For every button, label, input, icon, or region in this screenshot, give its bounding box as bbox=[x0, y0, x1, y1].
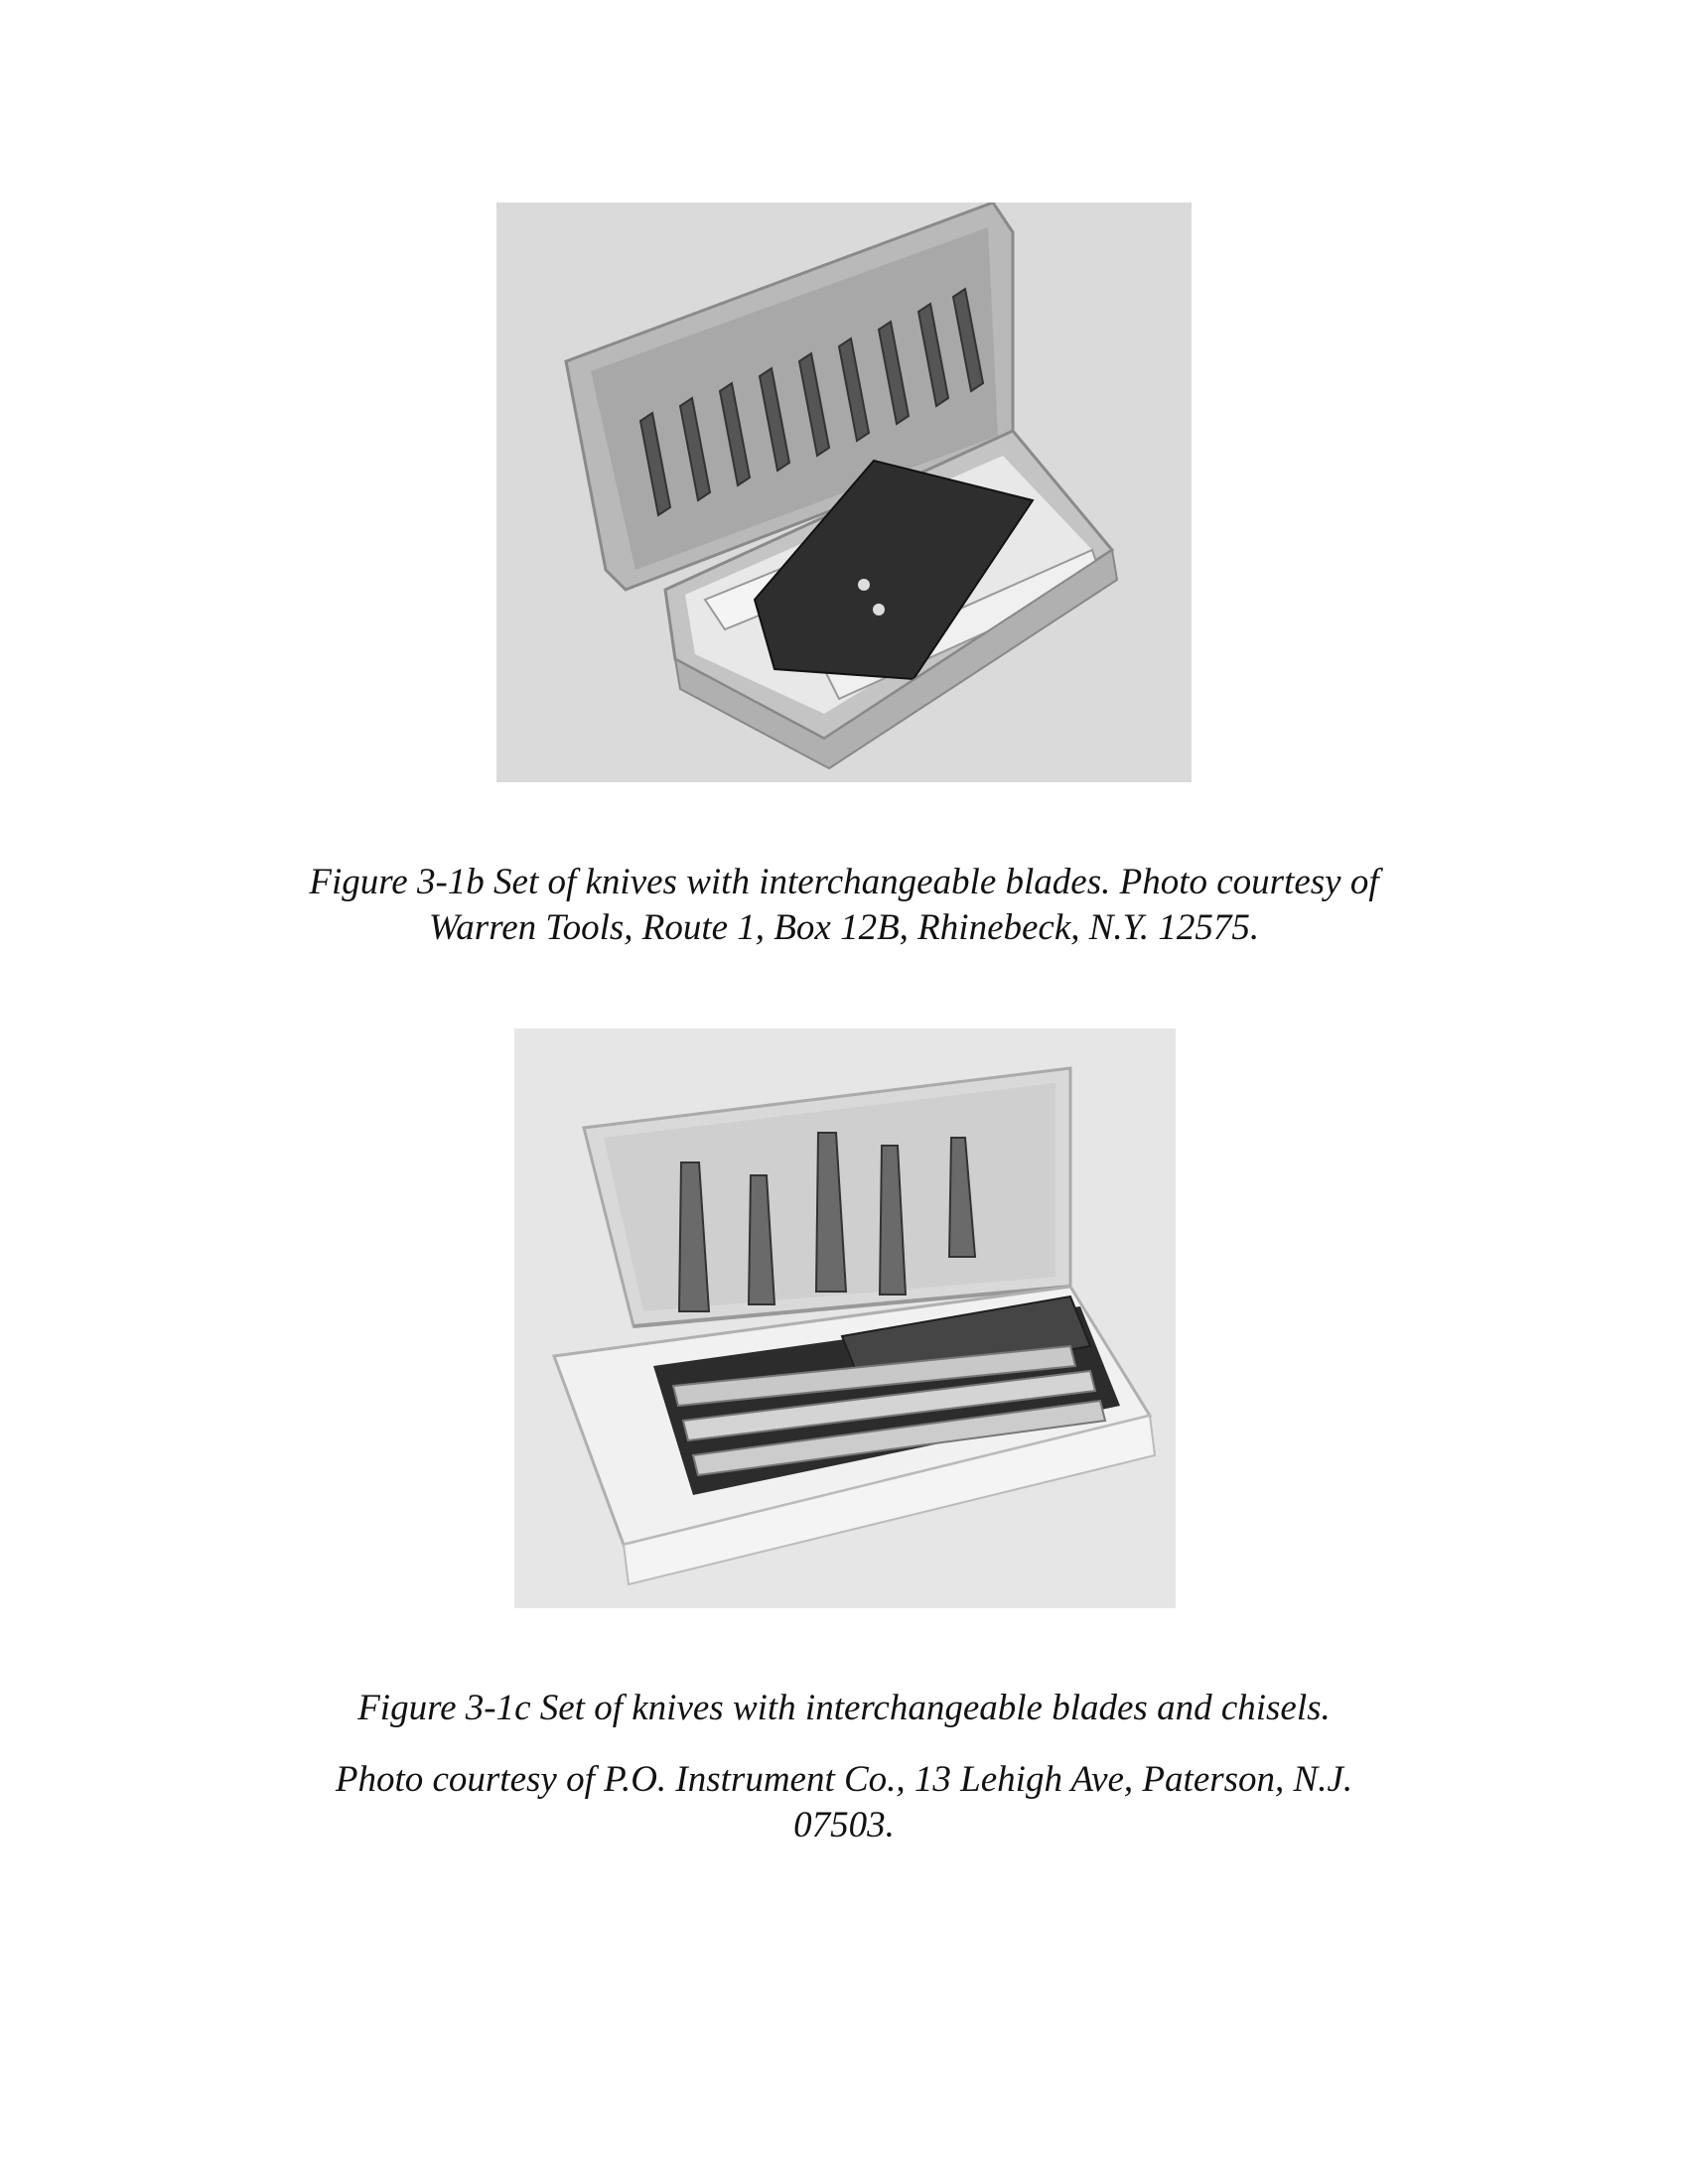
figure-3-1b-photo bbox=[496, 203, 1192, 782]
figure-3-1c-photo bbox=[514, 1028, 1176, 1608]
caption-line: Photo courtesy of P.O. Instrument Co., 13 Lehigh Ave, Paterson, N.J. bbox=[335, 1759, 1353, 1800]
knife-set-box-illustration bbox=[496, 203, 1192, 782]
caption-line: Figure 3-1b Set of knives with interchangeable blades. Photo courtesy of bbox=[309, 862, 1379, 902]
caption-line: 07503. bbox=[793, 1805, 895, 1845]
caption-line: Warren Tools, Route 1, Box 12B, Rhinebeck, N.Y. 12575. bbox=[428, 907, 1260, 948]
knife-chisel-set-box-illustration bbox=[514, 1028, 1176, 1608]
figure-3-1b-caption bbox=[149, 860, 1539, 951]
caption-line: Figure 3-1c Set of knives with interchangeable blades and chisels. bbox=[357, 1688, 1331, 1728]
figure-3-1c-caption-title bbox=[149, 1686, 1539, 1731]
figure-3-1c-caption-credit bbox=[149, 1757, 1539, 1848]
